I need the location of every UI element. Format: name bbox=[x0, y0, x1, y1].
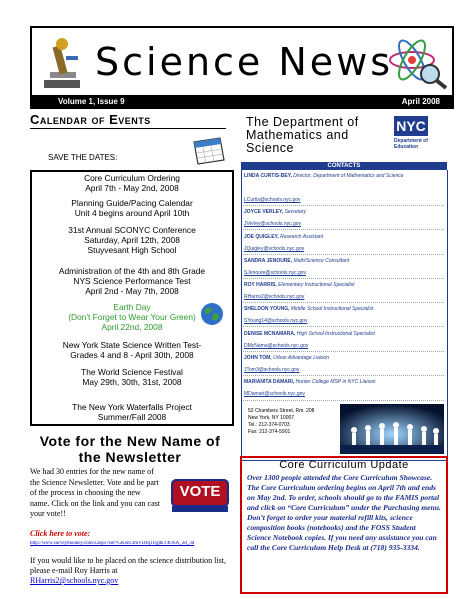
contact-john-tom: JOHN TOM, Urban Advantage Liaison bbox=[244, 355, 330, 361]
contact-sheldon-young: SHELDON YOUNG, Middle School Instructional Specialist bbox=[244, 306, 374, 312]
event-waterfalls: The New York Waterfalls Project Summer/Fall 2008 bbox=[72, 402, 192, 422]
contact-email-link[interactable]: DMcNama@schools.nyc.gov bbox=[244, 343, 309, 349]
event-core-ordering: Core Curriculum Ordering April 7th - May 2nd, 2008 bbox=[84, 173, 180, 193]
contact-joe-quigley: JOE QUIGLEY, Research Assistant bbox=[244, 234, 324, 240]
survey-link[interactable]: http://www.surveymonkey.com/s.aspx?sm=GKonc3mVtJ4q1UgdkT4OSA_3d_3d bbox=[30, 541, 195, 546]
contact-email-link[interactable]: MDamari@schools.nyc.gov bbox=[244, 391, 305, 397]
event-performance-test: Administration of the 4th and 8th Grade NYS Science Performance Test April 2nd - May 7th, 2008 bbox=[58, 266, 206, 296]
event-planning-guide: Planning Guide/Pacing Calendar Unit 4 begins around April 10th bbox=[71, 198, 193, 218]
contact-email-link[interactable]: RHarris2@schools.nyc.gov bbox=[244, 294, 305, 300]
crowd-photo bbox=[340, 404, 444, 454]
nyc-doe-logo bbox=[392, 114, 446, 160]
event-sconyc: 31st Annual SCONYC Conference Saturday, April 12th, 2008 Stuyvesant High School bbox=[68, 225, 196, 255]
issue-date: April 2008 bbox=[401, 97, 440, 106]
vote-heading: Vote for the New Name of the Newsletter bbox=[39, 433, 221, 465]
contact-marianita-damari: MARIANITA DAMARI, Hunter College MSP in NYC Liaison bbox=[244, 379, 376, 385]
contact-email-link[interactable]: JQuigley@schools.nyc.gov bbox=[244, 246, 305, 252]
contact-sandra-jenoure: SANDRA JENOURE, Math/Science Consultant bbox=[244, 258, 350, 264]
newsletter-title: Science News bbox=[95, 40, 394, 84]
magnifier-atom-icon bbox=[384, 36, 448, 90]
contact-email-link[interactable]: SJenoure@schools.nyc.gov bbox=[244, 270, 307, 276]
contact-email-link[interactable]: JTom3@schools.nyc.gov bbox=[244, 367, 300, 373]
event-science-festival: The World Science Festival May 29th, 30th, 31st, 2008 bbox=[81, 367, 183, 387]
event-earth-day: Earth Day (Don't Forget to Wear Your Green) April 22nd, 2008 bbox=[68, 302, 196, 332]
core-curriculum-heading: Core Curriculum Update bbox=[279, 459, 409, 471]
calendar-heading: Calendar of Events bbox=[30, 112, 151, 127]
contact-email-link[interactable]: JVerley@schools.nyc.gov bbox=[244, 221, 302, 227]
vote-body: We had 30 entries for the new name of the Science Newsletter. Vote and be part of the process in choosing the new name. Click on the link and you can cast your vote!! bbox=[30, 467, 160, 518]
issue-volume: Volume 1, Issue 9 bbox=[58, 97, 125, 106]
save-dates-label: SAVE THE DATES: bbox=[48, 153, 118, 162]
calendar-icon bbox=[190, 134, 226, 166]
office-address: 52 Chambers Street, Rm. 208 New York, NY 10007 Tel.: 212-374-0703 Fax: 212-374-5901 bbox=[248, 408, 315, 435]
calendar-divider bbox=[30, 128, 226, 129]
nyc-logo-caption: Department of Education bbox=[394, 138, 428, 150]
contacts-label: CONTACTS bbox=[241, 162, 447, 170]
distribution-list-text: If you would like to be placed on the science distribution list, please e-mail Roy Harris at bbox=[30, 556, 226, 575]
contact-denise-mcnamara: DENISE MCNAMARA, High School Instructional Specialist bbox=[244, 331, 375, 337]
contact-email-link[interactable]: LCurtis@schools.nyc.gov bbox=[244, 197, 301, 203]
core-curriculum-body: Over 1300 people attended the Core Curriculum Showcase. The Core Curriculum ordering begins on April 7th and ends on May 2nd. To order, schools should go to the FAMIS portal and click on “Core Curriculum” under the Purchasing menu. Don’t forget to order your material refill kits, science composition books (notebooks) and the FOSS Student Science Notebook copies. If you need any assistance you can call the Core Curriculum Help Desk at (718) 935-3334. bbox=[247, 473, 441, 552]
contact-roy-harris: ROY HARRIS, Elementary Instructional Specialist bbox=[244, 282, 355, 288]
event-written-test: New York State Science Written Test- Grades 4 and 8 - April 30th, 2008 bbox=[62, 340, 202, 360]
contact-joyce-verley: JOYCE VERLEY, Secretary bbox=[244, 209, 306, 215]
microscope-icon bbox=[42, 36, 84, 90]
vote-badge-label: VOTE bbox=[179, 483, 221, 500]
nyc-logo-mark: NYC bbox=[394, 116, 428, 136]
click-here-label: Click here to vote: bbox=[30, 529, 91, 538]
department-heading: The Department of Mathematics and Science bbox=[246, 115, 359, 155]
vote-badge-icon bbox=[170, 470, 230, 516]
contact-email-link[interactable]: SYoung14@schools.nyc.gov bbox=[244, 318, 308, 324]
earth-globe-icon bbox=[200, 302, 224, 326]
roy-harris-email-link[interactable]: RHarris2@schools.nyc.gov bbox=[30, 576, 119, 585]
contact-linda-curtis-bey: LINDA CURTIS-BEY, Director, Department of Mathematics and Science bbox=[244, 173, 404, 179]
issue-bar bbox=[30, 95, 454, 109]
